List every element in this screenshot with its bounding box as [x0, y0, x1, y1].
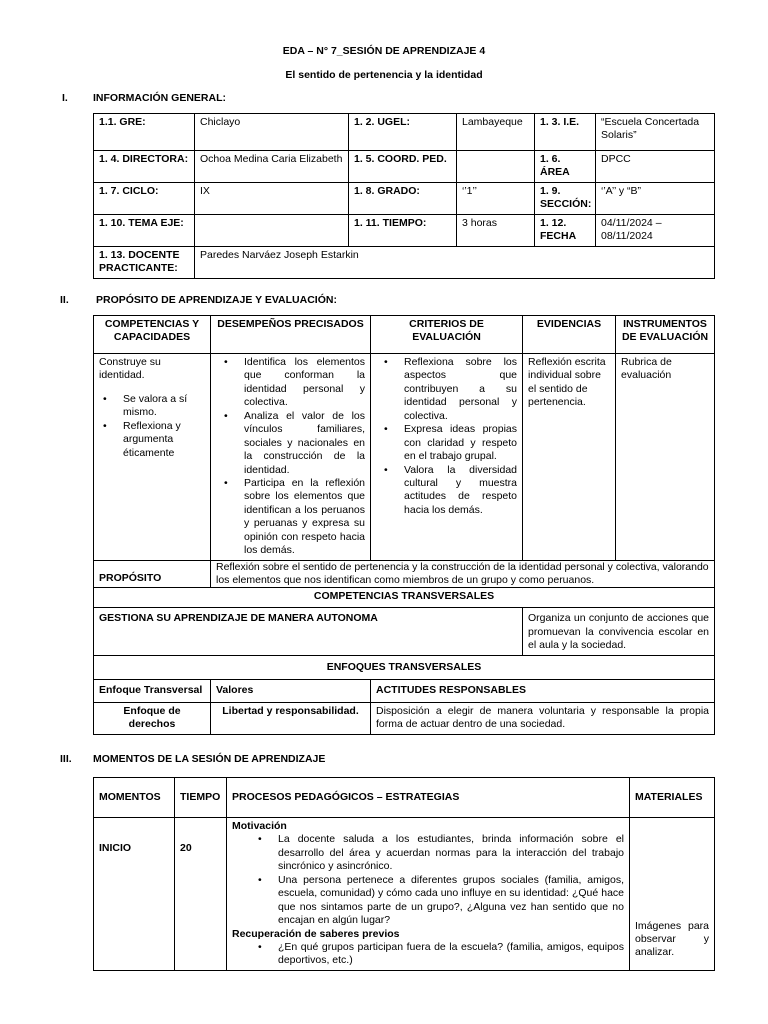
enfoque-derechos: Enfoque de derechos [94, 702, 211, 734]
section-1-number: I. [62, 92, 68, 104]
directora-value: Ochoa Medina Caria Elizabeth [195, 151, 349, 183]
proposito-row [94, 560, 715, 588]
libertad-valor: Libertad y responsabilidad. [211, 702, 371, 734]
info-row [94, 214, 715, 246]
list-item: • Se valora a sí mismo. [123, 393, 205, 420]
list-item: • ¿En qué grupos participan fuera de la escuela? (familia, amigos, equipos deportivos, etc.) [278, 941, 624, 968]
actitud-text: Disposición a elegir de manera voluntaria y responsable la propia forma de actuar dentro de una sociedad. [371, 702, 715, 734]
section-2-number: II. [60, 294, 69, 306]
list-item: • La docente saluda a los estudiantes, brinda información sobre el desarrollo del área y acuerdan normas para la interacción del trabajo sincrónico y asincrónico. [278, 833, 624, 873]
section-2-title: PROPÓSITO DE APRENDIZAJE Y EVALUACIÓN: [96, 294, 337, 306]
gre-label: 1.1. GRE: [94, 114, 195, 151]
transversales-row [94, 608, 715, 655]
gestiona-label: GESTIONA SU APRENDIZAJE DE MANERA AUTONOMA [94, 608, 523, 655]
criterios-header: CRITERIOS DE EVALUACIÓN [371, 316, 523, 354]
list-item: • Reflexiona y argumenta éticamente [123, 420, 205, 460]
motivacion-heading: Motivación [232, 820, 287, 832]
competencias-transversales-title: COMPETENCIAS TRANSVERSALES [94, 588, 715, 608]
list-item: • Participa en la reflexión sobre los elementos que identifican a los peruanos y peruanas y expresa su opinión con respeto hacia los demás. [244, 477, 365, 558]
criterios-cell [371, 354, 523, 561]
grado-value: ‘’1’’ [457, 182, 535, 214]
section-3-title: MOMENTOS DE LA SESIÓN DE APRENDIZAJE [93, 753, 326, 765]
gestiona-text: Organiza un conjunto de acciones que promuevan la convivencia escolar en el aula y la sociedad. [523, 608, 715, 655]
tema-label: 1. 10. TEMA EJE: [94, 214, 195, 246]
inicio-label: INICIO [94, 818, 175, 971]
document-title: EDA – N° 7_SESIÓN DE APRENDIZAJE 4 [282, 45, 486, 57]
capacidades-list [99, 393, 205, 460]
competencias-cell [94, 354, 211, 561]
procesos-cell [227, 818, 630, 971]
directora-label: 1. 4. DIRECTORA: [94, 151, 195, 183]
desempenos-list [216, 356, 365, 558]
coord-value [457, 151, 535, 183]
session-moments-table [93, 777, 715, 971]
ie-value: “Escuela Concertada Solaris” [596, 114, 715, 151]
coord-label: 1. 5. COORD. PED. [349, 151, 457, 183]
enfoques-title-row [94, 655, 715, 679]
list-item: • Reflexiona sobre los aspectos que contribuyen a su identidad personal y colectiva. [404, 356, 517, 423]
enfoques-transversales-title: ENFOQUES TRANSVERSALES [94, 655, 715, 679]
recuperacion-list [232, 941, 624, 968]
ciclo-label: 1. 7. CICLO: [94, 182, 195, 214]
tema-value [195, 214, 349, 246]
competencias-header: COMPETENCIAS Y CAPACIDADES [94, 316, 211, 354]
actitudes-header: ACTITUDES RESPONSABLES [371, 679, 715, 702]
enfoques-row [94, 702, 715, 734]
tiempo-value: 3 horas [457, 214, 535, 246]
document-subtitle: El sentido de pertenencia y la identidad [285, 69, 483, 81]
purpose-evaluation-table [93, 315, 715, 735]
ugel-label: 1. 2. UGEL: [349, 114, 457, 151]
content-row [94, 354, 715, 561]
info-row [94, 151, 715, 183]
list-item: • Identifica los elementos que conforman la identidad personal y colectiva. [244, 356, 365, 410]
inicio-row [94, 818, 715, 971]
area-value: DPCC [596, 151, 715, 183]
recuperacion-heading: Recuperación de saberes previos [232, 927, 400, 940]
general-info-table [93, 113, 715, 279]
info-row [94, 246, 715, 278]
ie-label: 1. 3. I.E. [535, 114, 596, 151]
materiales-header: MATERIALES [630, 778, 715, 818]
fecha-value: 04/11/2024 – 08/11/2024 [596, 214, 715, 246]
evidencias-header: EVIDENCIAS [523, 316, 616, 354]
ciclo-value: IX [195, 182, 349, 214]
header-row [94, 316, 715, 354]
header-row [94, 778, 715, 818]
competencia-main: Construye su identidad. [99, 356, 161, 382]
transversales-title-row [94, 588, 715, 608]
list-item: • Expresa ideas propias con claridad y respeto en el trabajo grupal. [404, 423, 517, 463]
seccion-value: ‘’A’’ y “B” [596, 182, 715, 214]
tiempo-header: TIEMPO [175, 778, 227, 818]
desempenos-cell [211, 354, 371, 561]
list-item: • Analiza el valor de los vínculos familiares, sociales y nacionales en la construcción de la identidad. [244, 410, 365, 477]
gre-value: Chiclayo [195, 114, 349, 151]
info-row [94, 114, 715, 151]
docente-value: Paredes Narváez Joseph Estarkin [195, 246, 715, 278]
grado-label: 1. 8. GRADO: [349, 182, 457, 214]
ugel-value: Lambayeque [457, 114, 535, 151]
proposito-text: Reflexión sobre el sentido de pertenencia y la construcción de la identidad personal y colectiva, valorando los elementos que nos identifican como miembros de un grupo y como peruanos. [211, 560, 715, 588]
materiales-cell: Imágenes para observar y analizar. [630, 818, 715, 971]
instrumentos-header: INSTRUMENTOS DE EVALUACIÓN [616, 316, 715, 354]
list-item: • Valora la diversidad cultural y muestra actitudes de respeto hacia los demás. [404, 464, 517, 518]
fecha-label: 1. 12. FECHA [535, 214, 596, 246]
tiempo-label: 1. 11. TIEMPO: [349, 214, 457, 246]
enfoque-header: Enfoque Transversal [94, 679, 211, 702]
criterios-list [376, 356, 517, 517]
procesos-header: PROCESOS PEDAGÓGICOS – ESTRATEGIAS [227, 778, 630, 818]
section-3-number: III. [60, 753, 72, 765]
motivacion-list [232, 833, 624, 927]
enfoques-header-row [94, 679, 715, 702]
evidencias-cell: Reflexión escrita individual sobre el sentido de pertenencia. [523, 354, 616, 561]
info-row [94, 182, 715, 214]
tiempo-value: 20 [175, 818, 227, 971]
seccion-label: 1. 9. SECCIÓN: [535, 182, 596, 214]
section-1-title: INFORMACIÓN GENERAL: [93, 92, 226, 104]
instrumentos-cell: Rubrica de evaluación [616, 354, 715, 561]
proposito-label: PROPÓSITO [94, 560, 211, 588]
valores-header: Valores [211, 679, 371, 702]
momentos-header: MOMENTOS [94, 778, 175, 818]
docente-label: 1. 13. DOCENTE PRACTICANTE: [94, 246, 195, 278]
area-label: 1. 6. ÁREA [535, 151, 596, 183]
list-item: • Una persona pertenece a diferentes grupos sociales (familia, amigos, escuela, comunidad) y cómo cada uno influye en su identidad: ¿Qué hace que nos sintamos parte de un grupo?, ¿Alguna vez han sentido que no encajan en algún lugar? [278, 874, 624, 928]
desempenos-header: DESEMPEÑOS PRECISADOS [211, 316, 371, 354]
